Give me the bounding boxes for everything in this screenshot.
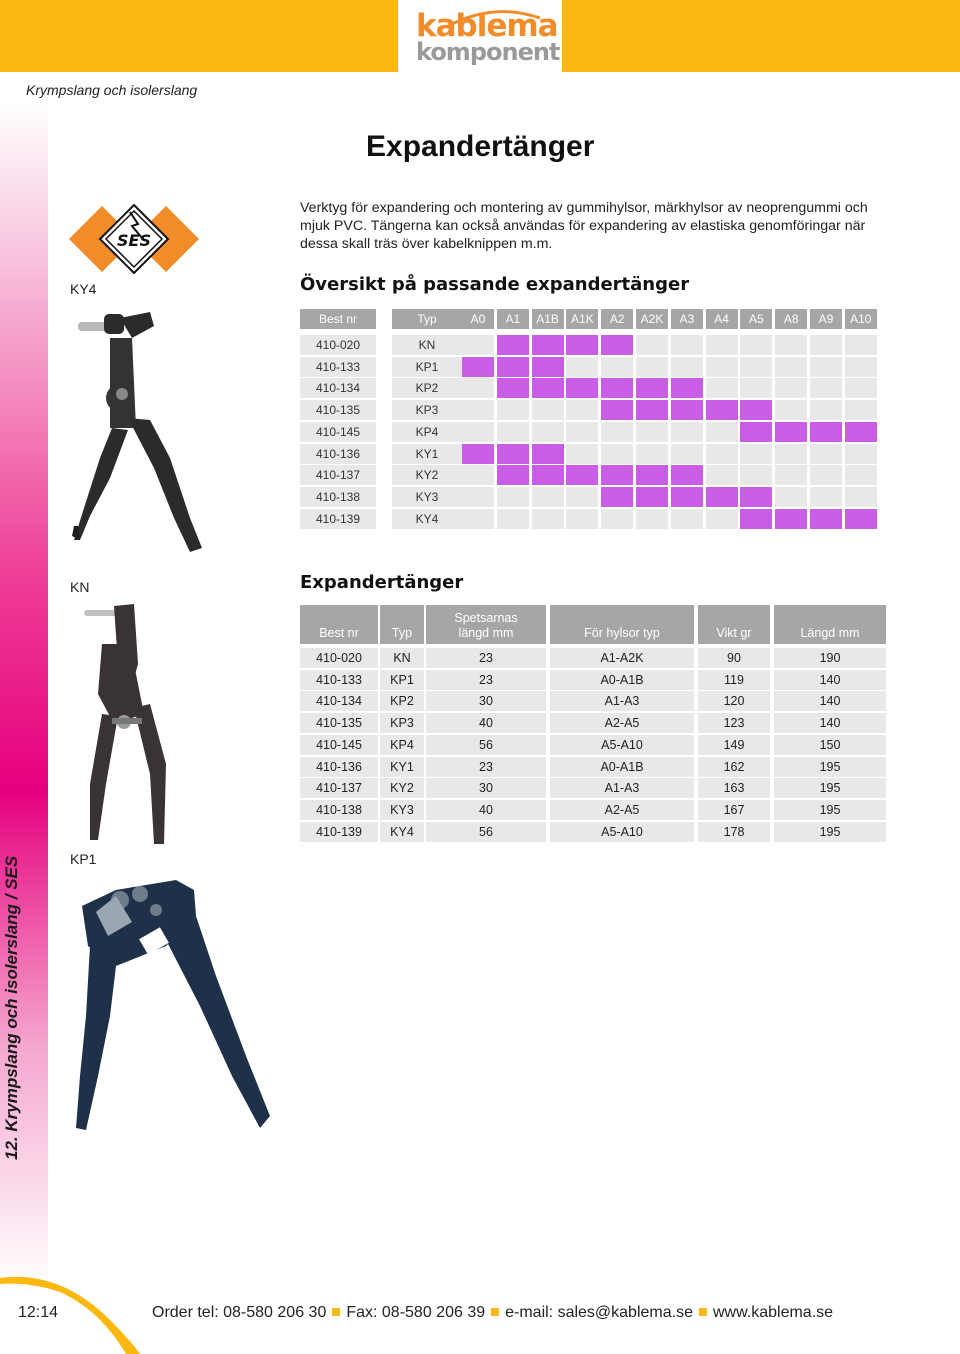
specs-cell: A0-A1B xyxy=(550,757,694,777)
matrix-column-header: A1 xyxy=(497,309,529,329)
matrix-empty-cell xyxy=(671,509,703,529)
matrix-fit-cell xyxy=(462,357,494,377)
matrix-column-header: A5 xyxy=(740,309,772,329)
matrix-empty-cell xyxy=(810,487,842,507)
matrix-fit-cell xyxy=(706,400,738,420)
matrix-fit-cell xyxy=(740,422,772,442)
specs-cell: 195 xyxy=(774,800,886,820)
kp1-tool-image xyxy=(76,876,276,1136)
specs-cell: 195 xyxy=(774,822,886,842)
footer-website[interactable]: www.kablema.se xyxy=(712,1304,834,1321)
matrix-empty-cell xyxy=(601,509,633,529)
matrix-empty-cell xyxy=(775,335,807,355)
matrix-fit-cell xyxy=(601,400,633,420)
matrix-typ: KY2 xyxy=(392,465,462,485)
matrix-fit-cell xyxy=(671,400,703,420)
matrix-fit-cell xyxy=(497,335,529,355)
specs-cell: 150 xyxy=(774,735,886,755)
matrix-empty-cell xyxy=(775,444,807,464)
specs-column-header xyxy=(774,605,886,644)
matrix-empty-cell xyxy=(810,378,842,398)
specs-cell: 410-137 xyxy=(300,778,378,798)
matrix-typ: KN xyxy=(392,335,462,355)
ky4-tool-image xyxy=(70,308,210,558)
matrix-best-nr: 410-020 xyxy=(300,335,376,355)
matrix-typ: KY1 xyxy=(392,444,462,464)
specs-cell: 23 xyxy=(426,648,546,668)
matrix-fit-cell xyxy=(740,509,772,529)
matrix-empty-cell xyxy=(706,378,738,398)
matrix-empty-cell xyxy=(845,357,877,377)
matrix-fit-cell xyxy=(810,509,842,529)
matrix-empty-cell xyxy=(532,422,564,442)
matrix-fit-cell xyxy=(671,378,703,398)
matrix-fit-cell xyxy=(601,465,633,485)
matrix-fit-cell xyxy=(671,465,703,485)
matrix-typ: KP4 xyxy=(392,422,462,442)
matrix-empty-cell xyxy=(740,357,772,377)
specs-column-header xyxy=(698,605,770,644)
matrix-best-nr: 410-136 xyxy=(300,444,376,464)
specs-cell: 140 xyxy=(774,691,886,711)
intro-text: Verktyg för expandering och montering av gummihylsor, märkhylsor av neoprengummi och mjuk PVC. Tängerna kan också användas för expandering av elastiska genomföringar när dessa skall träs över kabelknippen m.m. xyxy=(300,200,868,252)
ses-logo-text: SES xyxy=(117,231,151,250)
matrix-empty-cell xyxy=(706,444,738,464)
matrix-empty-cell xyxy=(566,357,598,377)
matrix-fit-cell xyxy=(497,378,529,398)
matrix-empty-cell xyxy=(462,335,494,355)
matrix-fit-cell xyxy=(601,378,633,398)
specs-cell: A1-A3 xyxy=(550,778,694,798)
matrix-empty-cell xyxy=(740,335,772,355)
matrix-empty-cell xyxy=(566,509,598,529)
matrix-typ: KY3 xyxy=(392,487,462,507)
matrix-empty-cell xyxy=(845,487,877,507)
specs-cell: A2-A5 xyxy=(550,713,694,733)
specs-cell: 56 xyxy=(426,735,546,755)
specs-cell: 119 xyxy=(698,670,770,690)
page-title: Expandertänger xyxy=(366,130,595,163)
matrix-column-header: A1B xyxy=(532,309,564,329)
specs-header-line2: För hylsor typ xyxy=(584,626,660,640)
matrix-best-nr: 410-138 xyxy=(300,487,376,507)
matrix-typ: KP1 xyxy=(392,357,462,377)
matrix-empty-cell xyxy=(845,335,877,355)
matrix-empty-cell xyxy=(601,422,633,442)
specs-cell: 90 xyxy=(698,648,770,668)
specs-cell: A5-A10 xyxy=(550,735,694,755)
matrix-empty-cell xyxy=(566,400,598,420)
matrix-column-header: Best nr xyxy=(300,309,376,329)
specs-cell: 178 xyxy=(698,822,770,842)
matrix-column-header: A10 xyxy=(845,309,877,329)
matrix-fit-cell xyxy=(706,487,738,507)
specs-cell: 56 xyxy=(426,822,546,842)
matrix-empty-cell xyxy=(601,444,633,464)
specs-cell: 410-139 xyxy=(300,822,378,842)
matrix-empty-cell xyxy=(601,357,633,377)
specs-cell: 410-135 xyxy=(300,713,378,733)
matrix-fit-cell xyxy=(740,487,772,507)
matrix-empty-cell xyxy=(462,465,494,485)
matrix-empty-cell xyxy=(775,357,807,377)
matrix-empty-cell xyxy=(532,487,564,507)
matrix-best-nr: 410-145 xyxy=(300,422,376,442)
matrix-empty-cell xyxy=(775,400,807,420)
header-band-right xyxy=(562,0,960,72)
matrix-fit-cell xyxy=(497,444,529,464)
matrix-best-nr: 410-134 xyxy=(300,378,376,398)
matrix-fit-cell xyxy=(532,357,564,377)
matrix-column-header: A9 xyxy=(810,309,842,329)
specs-heading: Expandertänger xyxy=(300,572,464,593)
matrix-empty-cell xyxy=(636,422,668,442)
matrix-fit-cell xyxy=(636,465,668,485)
matrix-fit-cell xyxy=(532,444,564,464)
matrix-fit-cell xyxy=(810,422,842,442)
specs-cell: 40 xyxy=(426,800,546,820)
specs-cell: 410-133 xyxy=(300,670,378,690)
specs-cell: 30 xyxy=(426,691,546,711)
matrix-empty-cell xyxy=(462,400,494,420)
matrix-column-header: A4 xyxy=(706,309,738,329)
matrix-typ: KP2 xyxy=(392,378,462,398)
matrix-empty-cell xyxy=(775,378,807,398)
specs-column-header xyxy=(426,605,546,644)
matrix-typ: KY4 xyxy=(392,509,462,529)
matrix-empty-cell xyxy=(497,509,529,529)
specs-cell: 410-020 xyxy=(300,648,378,668)
matrix-empty-cell xyxy=(636,335,668,355)
specs-column-header xyxy=(300,605,378,644)
matrix-empty-cell xyxy=(636,444,668,464)
matrix-empty-cell xyxy=(706,509,738,529)
matrix-empty-cell xyxy=(706,357,738,377)
matrix-empty-cell xyxy=(462,422,494,442)
logo-line1: kablema xyxy=(416,8,558,44)
matrix-fit-cell xyxy=(845,509,877,529)
specs-header-line2: Typ xyxy=(391,626,413,640)
footer-separator-icon xyxy=(332,1308,340,1316)
matrix-fit-cell xyxy=(636,400,668,420)
product-label-ky4: KY4 xyxy=(70,281,97,297)
matrix-empty-cell xyxy=(497,400,529,420)
specs-cell: 410-145 xyxy=(300,735,378,755)
matrix-empty-cell xyxy=(636,357,668,377)
specs-cell: A1-A3 xyxy=(550,691,694,711)
matrix-heading: Översikt på passande expandertänger xyxy=(300,274,690,295)
specs-cell: 195 xyxy=(774,778,886,798)
matrix-empty-cell xyxy=(671,422,703,442)
matrix-empty-cell xyxy=(706,422,738,442)
matrix-empty-cell xyxy=(845,400,877,420)
matrix-empty-cell xyxy=(566,487,598,507)
matrix-empty-cell xyxy=(566,444,598,464)
matrix-fit-cell xyxy=(566,335,598,355)
specs-header-line2: Vikt gr xyxy=(716,626,752,640)
specs-cell: 23 xyxy=(426,757,546,777)
matrix-fit-cell xyxy=(601,487,633,507)
footer-order-tel: Order tel: 08-580 206 30 xyxy=(152,1304,327,1321)
matrix-empty-cell xyxy=(845,444,877,464)
matrix-empty-cell xyxy=(810,444,842,464)
specs-header-line1: Spetsarnas xyxy=(454,611,518,625)
matrix-typ: KP3 xyxy=(392,400,462,420)
specs-column-header xyxy=(380,605,424,644)
footer-separator-icon xyxy=(699,1308,707,1316)
matrix-empty-cell xyxy=(636,509,668,529)
matrix-empty-cell xyxy=(810,357,842,377)
matrix-fit-cell xyxy=(532,465,564,485)
matrix-empty-cell xyxy=(706,335,738,355)
section-label: Krympslang och isolerslang xyxy=(26,82,198,98)
matrix-empty-cell xyxy=(706,465,738,485)
matrix-empty-cell xyxy=(740,444,772,464)
matrix-empty-cell xyxy=(845,378,877,398)
specs-header-line2: Best nr xyxy=(319,626,359,640)
matrix-fit-cell xyxy=(601,335,633,355)
matrix-fit-cell xyxy=(566,465,598,485)
specs-cell: A1-A2K xyxy=(550,648,694,668)
specs-cell: 162 xyxy=(698,757,770,777)
logo-line2: komponent xyxy=(416,38,560,66)
matrix-empty-cell xyxy=(740,465,772,485)
matrix-fit-cell xyxy=(845,422,877,442)
side-chapter-label: 12. Krympslang och isolerslang / SES xyxy=(2,855,21,1160)
matrix-empty-cell xyxy=(810,465,842,485)
matrix-empty-cell xyxy=(671,357,703,377)
specs-cell: 195 xyxy=(774,757,886,777)
matrix-column-header: A2K xyxy=(636,309,668,329)
specs-cell: A0-A1B xyxy=(550,670,694,690)
matrix-column-header: A1K xyxy=(566,309,598,329)
specs-cell: 140 xyxy=(774,670,886,690)
matrix-empty-cell xyxy=(532,509,564,529)
matrix-empty-cell xyxy=(810,335,842,355)
footer-separator-icon xyxy=(491,1308,499,1316)
specs-cell: KY2 xyxy=(380,778,424,798)
matrix-fit-cell xyxy=(497,357,529,377)
specs-cell: 410-136 xyxy=(300,757,378,777)
matrix-column-header: Typ xyxy=(392,309,462,329)
specs-cell: 410-134 xyxy=(300,691,378,711)
matrix-best-nr: 410-139 xyxy=(300,509,376,529)
specs-cell: KP4 xyxy=(380,735,424,755)
specs-cell: KN xyxy=(380,648,424,668)
page-number: 12:14 xyxy=(18,1304,59,1321)
specs-cell: A2-A5 xyxy=(550,800,694,820)
specs-cell: 30 xyxy=(426,778,546,798)
header-band-left xyxy=(0,0,398,72)
matrix-column-header: A8 xyxy=(775,309,807,329)
specs-cell: KY4 xyxy=(380,822,424,842)
specs-cell: 410-138 xyxy=(300,800,378,820)
matrix-empty-cell xyxy=(845,465,877,485)
specs-cell: 190 xyxy=(774,648,886,668)
matrix-fit-cell xyxy=(740,400,772,420)
specs-cell: KP1 xyxy=(380,670,424,690)
matrix-empty-cell xyxy=(566,422,598,442)
matrix-fit-cell xyxy=(775,509,807,529)
specs-cell: KY1 xyxy=(380,757,424,777)
specs-cell: 167 xyxy=(698,800,770,820)
footer-email[interactable]: e-mail: sales@kablema.se xyxy=(505,1304,693,1321)
matrix-fit-cell xyxy=(671,487,703,507)
specs-cell: A5-A10 xyxy=(550,822,694,842)
specs-column-header xyxy=(550,605,694,644)
matrix-empty-cell xyxy=(740,378,772,398)
matrix-fit-cell xyxy=(532,335,564,355)
matrix-fit-cell xyxy=(636,487,668,507)
matrix-empty-cell xyxy=(532,400,564,420)
matrix-fit-cell xyxy=(462,444,494,464)
matrix-empty-cell xyxy=(462,378,494,398)
kn-tool-image xyxy=(84,604,184,848)
matrix-column-header: A0 xyxy=(462,309,494,329)
matrix-column-header: A2 xyxy=(601,309,633,329)
matrix-empty-cell xyxy=(671,444,703,464)
ses-brand-logo xyxy=(68,204,200,274)
footer-contact xyxy=(152,1304,833,1322)
matrix-empty-cell xyxy=(775,465,807,485)
specs-cell: KP3 xyxy=(380,713,424,733)
matrix-empty-cell xyxy=(671,335,703,355)
matrix-empty-cell xyxy=(462,487,494,507)
matrix-fit-cell xyxy=(636,378,668,398)
product-label-kn: KN xyxy=(70,579,90,595)
specs-cell: 149 xyxy=(698,735,770,755)
kablema-logo xyxy=(404,8,560,68)
matrix-empty-cell xyxy=(810,400,842,420)
matrix-column-header: A3 xyxy=(671,309,703,329)
specs-cell: 123 xyxy=(698,713,770,733)
specs-cell: 120 xyxy=(698,691,770,711)
matrix-fit-cell xyxy=(775,422,807,442)
matrix-empty-cell xyxy=(497,422,529,442)
matrix-best-nr: 410-137 xyxy=(300,465,376,485)
matrix-empty-cell xyxy=(775,487,807,507)
matrix-best-nr: 410-133 xyxy=(300,357,376,377)
specs-cell: 40 xyxy=(426,713,546,733)
matrix-fit-cell xyxy=(566,378,598,398)
matrix-empty-cell xyxy=(462,509,494,529)
specs-header-line2: längd mm xyxy=(458,626,514,640)
matrix-fit-cell xyxy=(497,465,529,485)
specs-cell: 23 xyxy=(426,670,546,690)
specs-header-line2: Längd mm xyxy=(800,626,860,640)
product-label-kp1: KP1 xyxy=(70,851,97,867)
matrix-fit-cell xyxy=(532,378,564,398)
specs-cell: 140 xyxy=(774,713,886,733)
matrix-empty-cell xyxy=(497,487,529,507)
specs-cell: KY3 xyxy=(380,800,424,820)
specs-cell: KP2 xyxy=(380,691,424,711)
matrix-best-nr: 410-135 xyxy=(300,400,376,420)
specs-cell: 163 xyxy=(698,778,770,798)
footer-fax: Fax: 08-580 206 39 xyxy=(346,1304,486,1321)
